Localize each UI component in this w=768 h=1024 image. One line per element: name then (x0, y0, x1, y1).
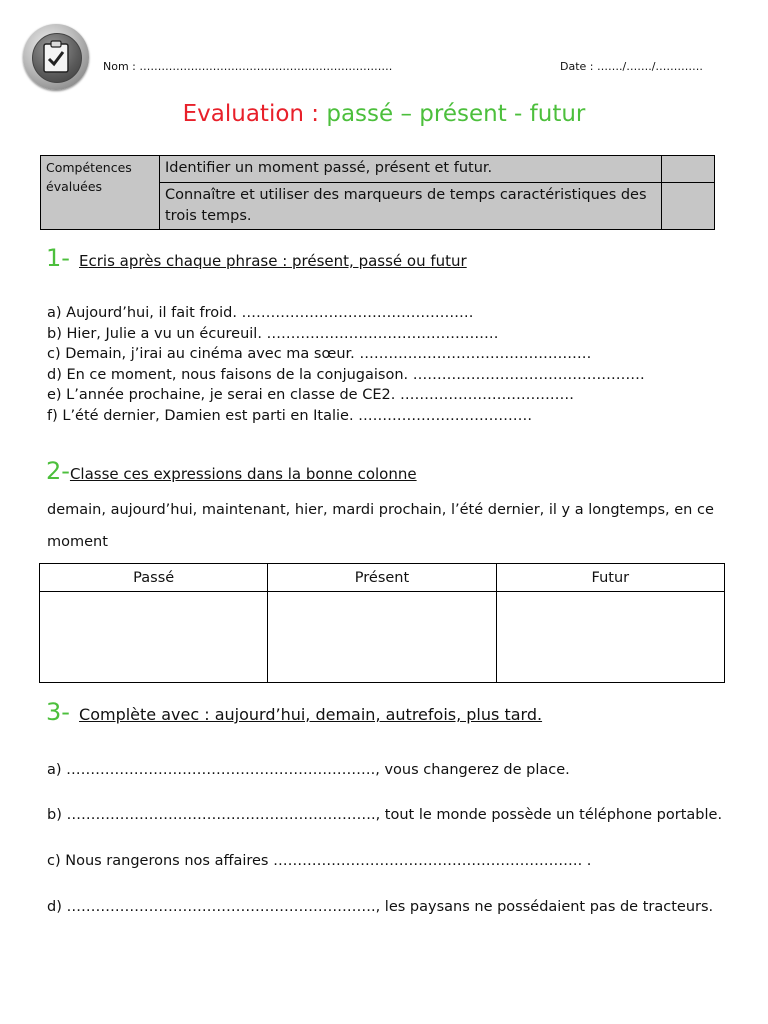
exercise-line[interactable]: c) Demain, j’irai au cinéma avec ma sœur. ………………………………………… (47, 346, 592, 362)
section-3-heading (46, 698, 542, 726)
date-field[interactable]: Date : ……./……./…………. (560, 60, 703, 73)
column-header-futur: Futur (496, 564, 724, 592)
competence-criterion: Connaître et utiliser des marqueurs de temps caractéristiques des trois temps. (160, 183, 662, 230)
expressions-list: demain, aujourd’hui, maintenant, hier, mardi prochain, l’été dernier, il y a longtemps, en ce (47, 502, 714, 518)
section-instruction: Classe ces expressions dans la bonne colonne (69, 465, 417, 483)
section-number: 2- (46, 457, 70, 485)
section-number: 1- (46, 244, 70, 272)
column-cell-present[interactable] (268, 592, 496, 683)
competences-label: Compétences évaluées (41, 156, 160, 230)
exercise-line[interactable]: d) ………………………………………………………., les paysans ne possédaient pas de tracteurs. (47, 899, 714, 915)
clipboard-glyph (42, 40, 70, 74)
exercise-line[interactable]: b) Hier, Julie a vu un écureuil. ………………………………………… (47, 325, 499, 342)
competences-table (40, 155, 715, 230)
section-2-heading (46, 457, 417, 485)
name-field[interactable]: Nom : …………………………………………………………… (103, 60, 393, 73)
competence-row (41, 156, 715, 183)
section-instruction: Ecris après chaque phrase : présent, passé ou futur (79, 252, 467, 270)
section-1-heading (46, 244, 467, 272)
title-evaluation: Evaluation : (182, 101, 327, 127)
competence-grade-box[interactable] (662, 183, 715, 230)
page-title (0, 101, 768, 127)
exercise-line[interactable]: f) L’été dernier, Damien est parti en Italie. ……………………………… (47, 407, 533, 424)
expressions-list-continued: moment (47, 534, 108, 550)
column-cell-futur[interactable] (496, 592, 724, 683)
section-instruction: Complète avec : aujourd’hui, demain, autrefois, plus tard. (79, 705, 543, 724)
clipboard-check-icon (23, 24, 89, 90)
column-cell-passe[interactable] (40, 592, 268, 683)
sorting-table (39, 563, 725, 683)
competence-grade-box[interactable] (662, 156, 715, 183)
exercise-line[interactable]: a) ………………………………………………………., vous changerez de place. (47, 762, 570, 778)
sorting-table-body (40, 592, 725, 683)
column-header-passe: Passé (40, 564, 268, 592)
sorting-table-header (40, 564, 725, 592)
section-number: 3- (46, 698, 70, 726)
exercise-line[interactable]: d) En ce moment, nous faisons de la conjugaison. ………………………………………… (47, 366, 645, 383)
competence-criterion: Identifier un moment passé, présent et futur. (160, 156, 662, 183)
exercise-line[interactable]: e) L’année prochaine, je serai en classe de CE2. ……………………………… (47, 387, 574, 403)
exercise-line[interactable]: a) Aujourd’hui, il fait froid. ………………………………………… (47, 305, 474, 321)
title-subject: passé – présent - futur (326, 101, 586, 127)
section-1-sentences (47, 303, 645, 426)
exercise-line[interactable]: b) ………………………………………………………., tout le monde possède un téléphone portable. (47, 807, 723, 823)
exercise-line[interactable]: c) Nous rangerons nos affaires ………………………………………………………. . (47, 853, 592, 869)
column-header-present: Présent (268, 564, 496, 592)
